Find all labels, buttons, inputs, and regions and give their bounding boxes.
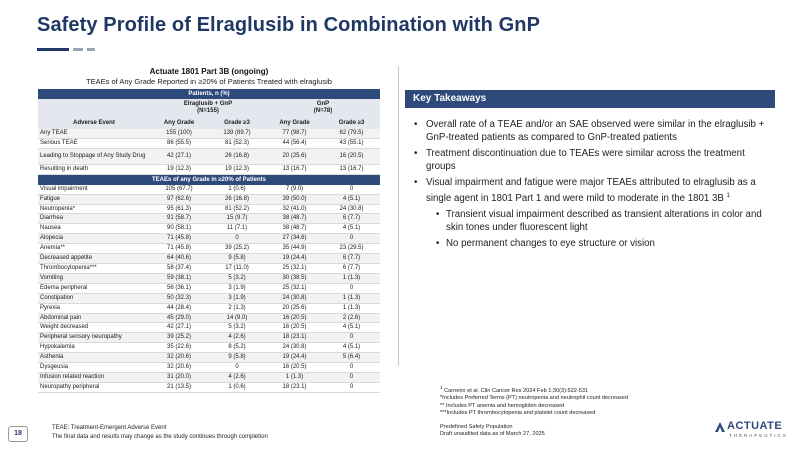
group-elraglusib: Elraglusib + GnP (N=155) (150, 99, 266, 117)
value-cell: 38 (48.7) (266, 224, 323, 234)
value-cell: 6 (7.7) (323, 263, 380, 273)
value-cell: 6 (7.7) (323, 214, 380, 224)
value-cell: 6 (7.7) (323, 254, 380, 264)
value-cell: 4 (5.1) (323, 343, 380, 353)
value-cell: 0 (323, 283, 380, 293)
value-cell: 5 (6.4) (323, 353, 380, 363)
col-adverse-event: Adverse Event (38, 117, 150, 129)
value-cell: 2 (2.6) (323, 313, 380, 323)
value-cell: 14 (9.0) (208, 313, 266, 323)
table-row (38, 283, 380, 293)
references (440, 384, 628, 439)
table-row (38, 148, 380, 164)
column-header-row (38, 117, 380, 129)
adverse-event-cell: Pyrexia (38, 303, 150, 313)
value-cell: 38 (48.7) (266, 214, 323, 224)
adverse-event-cell: Alopecia (38, 234, 150, 244)
value-cell: 0 (323, 382, 380, 392)
table-row (38, 185, 380, 194)
key-takeaways-list (412, 119, 777, 255)
value-cell: 19 (12.3) (150, 164, 208, 174)
value-cell: 5 (3.2) (208, 323, 266, 333)
safety-table (38, 89, 380, 393)
takeaway-3-text: Visual impairment and fatigue were major TEAEs attributed to elraglusib as a single agent in 1801 Part 1 and were mild to moderate in the 1801 3B (426, 177, 756, 204)
table-row (38, 138, 380, 148)
logo-wordmark: ACTUATE (727, 420, 783, 432)
value-cell: 0 (323, 185, 380, 194)
value-cell: 155 (100) (150, 129, 208, 138)
table-row (38, 263, 380, 273)
value-cell: 95 (61.3) (150, 204, 208, 214)
value-cell: 1 (1.3) (323, 293, 380, 303)
value-cell: 20 (25.6) (266, 148, 323, 164)
value-cell: 26 (16.8) (208, 148, 266, 164)
adverse-event-cell: Any TEAE (38, 129, 150, 138)
col-any-grade-gnp: Any Grade (266, 117, 323, 129)
table-row (38, 323, 380, 333)
value-cell: 16 (20.5) (266, 323, 323, 333)
table-row (38, 164, 380, 174)
adverse-event-cell: Neutropenia* (38, 204, 150, 214)
logo-subtitle: THERAPEUTICS (729, 433, 788, 438)
adverse-event-cell: Serious TEAE (38, 138, 150, 148)
adverse-event-cell: Constipation (38, 293, 150, 303)
table-row (38, 214, 380, 224)
value-cell: 19 (24.4) (266, 353, 323, 363)
adverse-event-cell: Anemia** (38, 244, 150, 254)
value-cell: 0 (323, 333, 380, 343)
value-cell: 24 (30.8) (323, 204, 380, 214)
value-cell: 32 (41.0) (266, 204, 323, 214)
table-row (38, 204, 380, 214)
table-row (38, 254, 380, 264)
table-row (38, 273, 380, 283)
adverse-event-cell: Neuropathy peripheral (38, 382, 150, 392)
reference-4: ***Includes PT thrombocytopenia and platelet count decreased (440, 410, 596, 417)
table-row (38, 372, 380, 382)
col-grade3-elra: Grade ≥3 (208, 117, 266, 129)
value-cell: 3 (1.9) (208, 283, 266, 293)
value-cell: 16 (20.5) (266, 363, 323, 373)
adverse-event-cell: Abdominal pain (38, 313, 150, 323)
table-row (38, 303, 380, 313)
value-cell: 4 (5.1) (323, 323, 380, 333)
adverse-event-cell: Visual impairment (38, 185, 150, 194)
value-cell: 26 (16.8) (208, 194, 266, 204)
value-cell: 4 (5.1) (323, 224, 380, 234)
table-row (38, 382, 380, 392)
value-cell: 44 (56.4) (266, 138, 323, 148)
value-cell: 11 (7.1) (208, 224, 266, 234)
group-gnp: GnP (N=78) (266, 99, 380, 117)
value-cell: 44 (28.4) (150, 303, 208, 313)
value-cell: 91 (58.7) (150, 214, 208, 224)
table-row (38, 194, 380, 204)
reference-5: Predefined Safety Population (440, 423, 513, 430)
adverse-event-cell: Fatigue (38, 194, 150, 204)
table-row (38, 129, 380, 138)
value-cell: 81 (52.2) (208, 204, 266, 214)
takeaway-2: • Treatment discontinuation due to TEAEs were similar across the treatment groups (412, 148, 777, 173)
value-cell: 7 (9.0) (266, 185, 323, 194)
value-cell: 1 (1.3) (323, 273, 380, 283)
slide-title: Safety Profile of Elraglusib in Combination with GnP (37, 14, 541, 36)
value-cell: 17 (11.0) (208, 263, 266, 273)
value-cell: 71 (45.8) (150, 234, 208, 244)
table-title: Actuate 1801 Part 3B (ongoing) (149, 67, 269, 76)
value-cell: 30 (38.5) (266, 273, 323, 283)
reference-6: Draft unaudited data as of March 27, 2025 (440, 431, 545, 438)
value-cell: 2 (1.3) (208, 303, 266, 313)
value-cell: 16 (20.5) (266, 313, 323, 323)
value-cell: 97 (62.6) (150, 194, 208, 204)
footnote-data-change: The final data and results may change as the study continues through completion (52, 434, 268, 440)
value-cell: 9 (5.8) (208, 353, 266, 363)
value-cell: 0 (323, 372, 380, 382)
teaes-band-label: TEAEs of any Grade in ≥20% of Patients (38, 174, 380, 185)
value-cell: 20 (25.6) (266, 303, 323, 313)
value-cell: 139 (89.7) (208, 129, 266, 138)
value-cell: 27 (34.6) (266, 234, 323, 244)
column-divider (398, 66, 399, 366)
adverse-event-cell: Diarrhea (38, 214, 150, 224)
adverse-event-cell: Dysgeusia (38, 363, 150, 373)
reference-2: *Includes Preferred Terms (PT) neutropenia and neutrophil count decreased (440, 395, 629, 402)
value-cell: 0 (323, 234, 380, 244)
col-grade3-gnp: Grade ≥3 (323, 117, 380, 129)
value-cell: 24 (30.8) (266, 293, 323, 303)
value-cell: 9 (5.8) (208, 254, 266, 264)
value-cell: 32 (20.6) (150, 353, 208, 363)
value-cell: 0 (208, 363, 266, 373)
patients-band (38, 89, 380, 99)
adverse-event-cell: Peripheral sensory neuropathy (38, 333, 150, 343)
group-header-row (38, 99, 380, 117)
table-row (38, 234, 380, 244)
value-cell: 15 (9.7) (208, 214, 266, 224)
value-cell: 1 (1.3) (323, 303, 380, 313)
value-cell: 81 (52.3) (208, 138, 266, 148)
value-cell: 77 (98.7) (266, 129, 323, 138)
value-cell: 50 (32.3) (150, 293, 208, 303)
value-cell: 18 (23.1) (266, 333, 323, 343)
adverse-event-cell: Edema peripheral (38, 283, 150, 293)
value-cell: 62 (79.5) (323, 129, 380, 138)
value-cell: 25 (32.1) (266, 283, 323, 293)
adverse-event-cell: Weight decreased (38, 323, 150, 333)
table-row (38, 343, 380, 353)
table-subtitle: TEAEs of Any Grade Reported in ≥20% of Patients Treated with elraglusib (86, 77, 332, 86)
value-cell: 25 (32.1) (266, 263, 323, 273)
value-cell: 32 (20.6) (150, 363, 208, 373)
value-cell: 58 (37.4) (150, 263, 208, 273)
value-cell: 0 (323, 363, 380, 373)
value-cell: 39 (25.2) (150, 333, 208, 343)
adverse-event-cell: Nausea (38, 224, 150, 234)
value-cell: 3 (1.9) (208, 293, 266, 303)
value-cell: 0 (208, 234, 266, 244)
value-cell: 39 (50.0) (266, 194, 323, 204)
value-cell: 23 (29.5) (323, 244, 380, 254)
reference-1: $^1$ Carneiro et al. Clin Cancer Res 2024 Feb 1;30(3):522-531 (440, 385, 589, 394)
value-cell: 19 (24.4) (266, 254, 323, 264)
page-number: 18 (8, 426, 28, 442)
value-cell: 105 (67.7) (150, 185, 208, 194)
table-row (38, 224, 380, 234)
value-cell: 42 (27.1) (150, 323, 208, 333)
patients-band-label: Patients, n (%) (38, 89, 380, 99)
company-logo (715, 420, 793, 444)
reference-3: ** Includes PT anemia and hemoglobin decreased (440, 402, 565, 409)
value-cell: 5 (3.2) (208, 273, 266, 283)
takeaway-3 (412, 177, 777, 205)
value-cell: 1 (0.6) (208, 185, 266, 194)
logo-mark-icon (715, 422, 725, 432)
value-cell: 4 (5.1) (323, 194, 380, 204)
key-takeaways-header: Key Takeaways (405, 90, 775, 108)
value-cell: 56 (36.1) (150, 283, 208, 293)
value-cell: 1 (1.3) (266, 372, 323, 382)
value-cell: 4 (2.6) (208, 372, 266, 382)
sub-takeaway-1: • Transient visual impairment described as transient alterations in color and skin tones under fluorescent light (434, 209, 777, 234)
value-cell: 16 (20.5) (323, 148, 380, 164)
adverse-event-cell: Resulting in death (38, 164, 150, 174)
value-cell: 71 (45.8) (150, 244, 208, 254)
value-cell: 21 (13.5) (150, 382, 208, 392)
footnote-teae: TEAE: Treatment-Emergent Adverse Event (52, 425, 167, 431)
value-cell: 59 (38.1) (150, 273, 208, 283)
sub-takeaway-2: • No permanent changes to eye structure or vision (434, 238, 777, 251)
value-cell: 42 (27.1) (150, 148, 208, 164)
value-cell: 39 (25.2) (208, 244, 266, 254)
adverse-event-cell: Vomiting (38, 273, 150, 283)
adverse-event-cell: Hypokalemia (38, 343, 150, 353)
table-row (38, 353, 380, 363)
table-row (38, 244, 380, 254)
table-row (38, 363, 380, 373)
value-cell: 64 (40.6) (150, 254, 208, 264)
value-cell: 1 (0.6) (208, 382, 266, 392)
value-cell: 45 (29.0) (150, 313, 208, 323)
value-cell: 4 (2.6) (208, 333, 266, 343)
table-row (38, 313, 380, 323)
adverse-event-cell: Asthenia (38, 353, 150, 363)
value-cell: 18 (23.1) (266, 382, 323, 392)
value-cell: 8 (5.2) (208, 343, 266, 353)
teaes-band (38, 174, 380, 185)
adverse-event-cell: Thrombocytopenia*** (38, 263, 150, 273)
adverse-event-cell: Decreased appetite (38, 254, 150, 264)
adverse-event-cell: Infusion related reaction (38, 372, 150, 382)
value-cell: 31 (20.0) (150, 372, 208, 382)
table-row (38, 333, 380, 343)
takeaway-1: • Overall rate of a TEAE and/or an SAE observed were similar in the elraglusib + GnP-treated patients as compared to GnP-treated patients (412, 119, 777, 144)
value-cell: 86 (55.5) (150, 138, 208, 148)
value-cell: 24 (30.8) (266, 343, 323, 353)
takeaway-3-ref: 1 (726, 192, 730, 199)
value-cell: 35 (22.6) (150, 343, 208, 353)
adverse-event-cell: Leading to Stoppage of Any Study Drug (38, 148, 150, 164)
value-cell: 13 (16.7) (323, 164, 380, 174)
table-row (38, 293, 380, 303)
value-cell: 43 (55.1) (323, 138, 380, 148)
value-cell: 90 (58.1) (150, 224, 208, 234)
value-cell: 13 (16.7) (266, 164, 323, 174)
value-cell: 19 (12.3) (208, 164, 266, 174)
col-any-grade-elra: Any Grade (150, 117, 208, 129)
value-cell: 35 (44.9) (266, 244, 323, 254)
